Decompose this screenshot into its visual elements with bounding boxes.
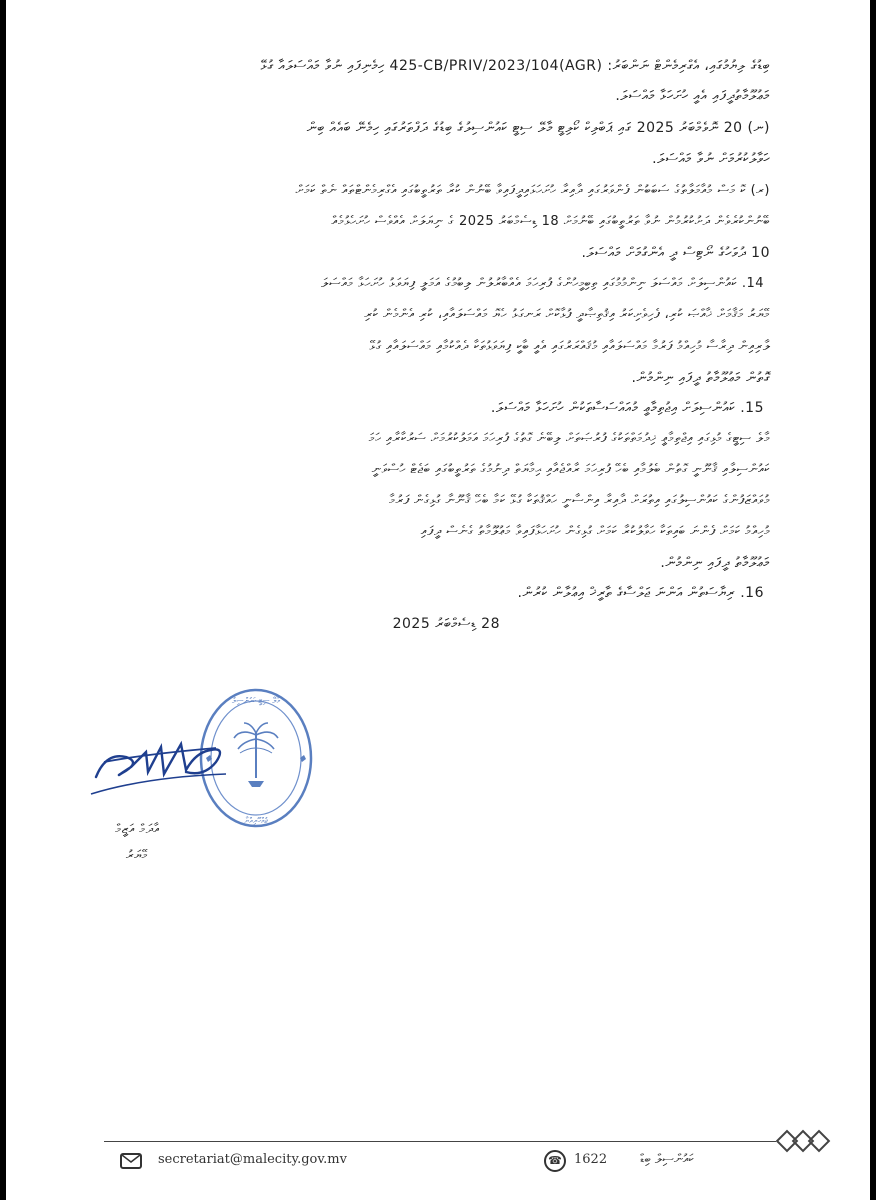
para-line-1: ބިޑުގެ ލިޔުމުގައި، އެގްރިމެންޓް ނަންބަރު: (AGR)425-CB/PRIV/2023/104 ހިމެނިފައި ނުވާ މައްސަލައާ ގުޅޭ [260,58,770,74]
para-line-5: (ރ) ކޮ މަސް މުއާމަލާތުގެ ސަބަބުން ފެންވަރުގައި ދާއިރާ ހުށަހަޅައިދީފައިވާ ބޭނުން ކުރާ ތަރުތީބުގައި އެގްރިމެންޓްތައް ނެތް ކަމަށް [295,183,770,198]
phone-icon: ☎ [544,1150,566,1172]
footer-email[interactable]: secretariat@malecity.gov.mv [158,1152,347,1167]
para-line-4: ހަވާލުކުރުމަށް ނުވާ މައްސަލަ. [652,151,770,167]
email-icon [120,1153,142,1169]
item-15-line-5: މުހިއްމު ކަމަށް ފެންނަ ބައިތަކާ ހަވާލުކުރާ ކަމަށް ގުޅިގެން ހުށަހަޅާފައިވާ މަޢުލޫމާތު ގެނެސް ދީފައި [420,524,770,539]
seal-bottom-text: ޖުމްހޫރިއްޔާ [244,816,268,825]
signatory-title: މޭޔަރު [125,848,148,863]
item-14-line-2: މޭޔަރު މަޤާމަށް ޚާއްޞަ ކުރި، ފެހިވެށިކަރު އިޤުތިޞާދީ ފުޅާކޮށް ރަނގަޅު ހެޔޮ މައްސަލައާއި، ކުރި އެންމެން ކުރި [364,307,770,322]
item-15-line-2: މާލެ ސިޓީގެ މުޅިގައި އިޖްތިމާޢީ ޚިދުމަތްތަކުގެ ފުރުޞަތަށް ލިބޭނެ ގޮތުގެ ފުރިހަމަ އަމަލުކުރުމަށް ސަރުކާރާއި ހަމަ [368,431,770,446]
item-15-line-6: މަޢުލޫމާތު ދީފައި ނިންމުން. [660,555,770,571]
para-line-3: (ނ) 20 ނޮވެމްބަރު 2025 ގައި ޕަބްލިކް ކޯލިޓީ މާލޭ ސިޓީ ކައުންސިލުގެ ބިޑުގެ ދަފްތަރުގައި ހިމެނޭ ބައެއް ބިން [306,120,770,136]
item-14-line-4: ގޮތުން މަޢުލޫމާތު ދީފައި ނިންމުން. [631,370,770,386]
item-15-heading: 15. ކައުންސިލަށް އިޖުތިމާޢީ މުއައްސަސާތަކުން ހުށަހަޅާ މައްސަލަ. [490,400,764,416]
footer-phone[interactable]: 1622 [574,1152,608,1167]
item-15-line-3: ކައުންސިލާއި ޤާނޫނީ ގޮތުން ބެލުމާއި ބެހޭ ފުރިހަމަ ރާއްޖެއާއި ޙިމާޔަތް ދިނުމުގެ ތަރުތީބުގައި ބަޖެޓް ހުސްވަނީ [371,462,770,477]
item-14-line-3: ލާރިއިން ދިރާސާ މުހިއްމު ފަރުމާ މައްސަލައާއި މުޤައްރަރުގައި އެއީ ބާކީ ފިޔަވަޅުތަކާ ދެއްކުމާއި މައްސަލައާއި ގުޅޭ [369,339,770,354]
para-line-7: 10 ދުވަހުގެ ނޯޓިސް ދީ އެންގުމަށް މައްސަލަ. [581,245,770,261]
council-logo-icon [776,1128,836,1156]
para-line-2: މަޢުލޫމާތުދީފައި އެއީ ހުށަހަޅާ މައްސަލަ. [615,88,770,104]
right-border [870,0,876,1200]
item-15-line-4: މުވައްޒަފުންގެ ކައުންސިލުގައި އިތުރަށް ދާއިރާ އިންސާނީ ހައްޤުތަކާ ގުޅޭ ކަމާ ބެހޭ ޤާނޫނާ ގުޅިގެން ފަރުމާ [389,493,770,508]
document-page [6,0,870,1200]
para-line-6: ބޭނުންކުރެވެން ދަށުކުރުމުން ނުވާ ތަރުތީބުގައި ބޭނުމަށް 18 ޑިސެމްބަރު 2025 ގެ ނިޔަލަށް އެއްވެސް ހުށަހެޅުމެއް [331,214,770,229]
handwritten-signature [86,722,236,802]
footer-org: ކައުންސިލް ބިޑް [640,1152,694,1167]
item-16-heading: 16. ރިޔާސަތުން އަންނަ ޖަލްސާގެ ތާރީޚް އިޢުލާން ކުރުން. [517,585,764,601]
seal-top-text: މާލޭ ސިޓީ ކައުންސިލު [231,696,281,705]
item-14-heading: 14. ކައުންސިލަށް މައްސަލަ ނިންމުމުގައި ތިބިމީހުންގެ ފުރިހަމަ އެއްބާރުލުން ލިބުމުގެ އަމަލީ ފިޔަވަޅު ހުށަހަޅާ މައްސަލަ [321,276,764,291]
signatory-name: އާދަމް އަޒީމް [115,822,160,837]
document-date: 28 ޑިސެމްބަރު 2025 [392,616,500,632]
footer-divider [104,1141,776,1142]
